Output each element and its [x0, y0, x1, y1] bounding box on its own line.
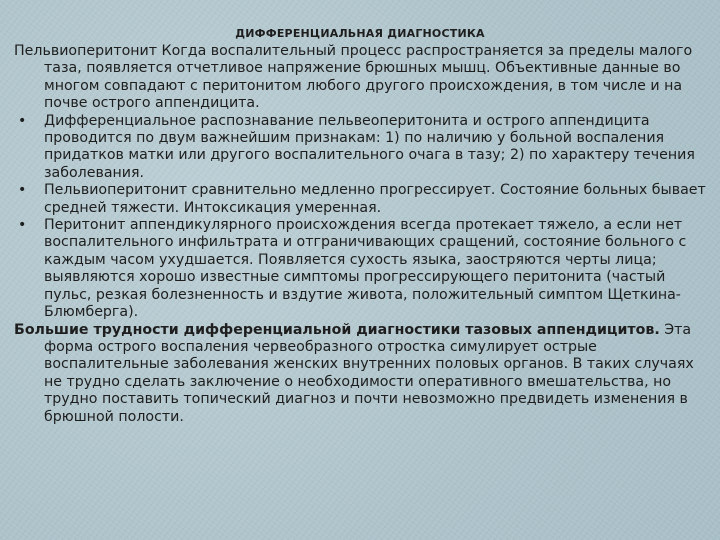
slide-content	[14, 43, 712, 426]
intro-term: Пельвиоперитонит	[14, 43, 158, 59]
intro-paragraph	[14, 43, 712, 113]
list-item	[14, 113, 712, 183]
slide-title: ДИФФЕРЕНЦИАЛЬНАЯ ДИАГНОСТИКА	[235, 27, 485, 40]
bullet-list	[14, 113, 712, 322]
bullet-text: Дифференциальное распознавание пельвеоперитонита и острого аппендицита проводится по двум важнейшим признакам: 1) по наличию у больной воспаления придатков матки или другого воспалительного очага в тазу; 2) по характеру течения заболевания.	[44, 112, 695, 181]
bullet-icon: •	[18, 217, 27, 234]
closing-text: Эта форма острого воспаления червеобразного отростка симулирует острые воспалительные заболевания женских внутренних половых органов. В таких случаях не трудно сделать заключение о необходимости оперативного вмешательства, но трудно поставить топический диагноз и почти невозможно предвидеть изменения в брюшной полости.	[44, 321, 694, 425]
list-item	[14, 182, 712, 217]
closing-paragraph	[14, 322, 712, 426]
bullet-icon: •	[18, 112, 27, 129]
intro-text: Когда воспалительный процесс распространяется за пределы малого таза, появляется отчетливое напряжение брюшных мышц. Объективные данные во многом совпадают с перитонитом любого другого происхождения, в том числе и на почве острого аппендицита.	[44, 43, 693, 112]
bullet-text: Пельвиоперитонит сравнительно медленно прогрессирует. Состояние больных бывает средней тяжести. Интоксикация умеренная.	[44, 182, 706, 216]
bullet-text: Перитонит аппендикулярного происхождения всегда протекает тяжело, а если нет воспалительного инфильтрата и отграничивающих сращений, состояние больного с каждым часом ухудшается. Появляется сухость языка, заостряются черты лица; выявляются хорошо известные симптомы прогрессирующего перитонита (частый пульс, резкая болезненность и вздутие живота, положительный симптом Щеткина-Блюмберга).	[44, 217, 687, 321]
closing-heading: Большие трудности дифференциальной диагностики тазовых аппендицитов.	[14, 321, 660, 338]
bullet-icon: •	[18, 182, 27, 199]
list-item	[14, 217, 712, 321]
